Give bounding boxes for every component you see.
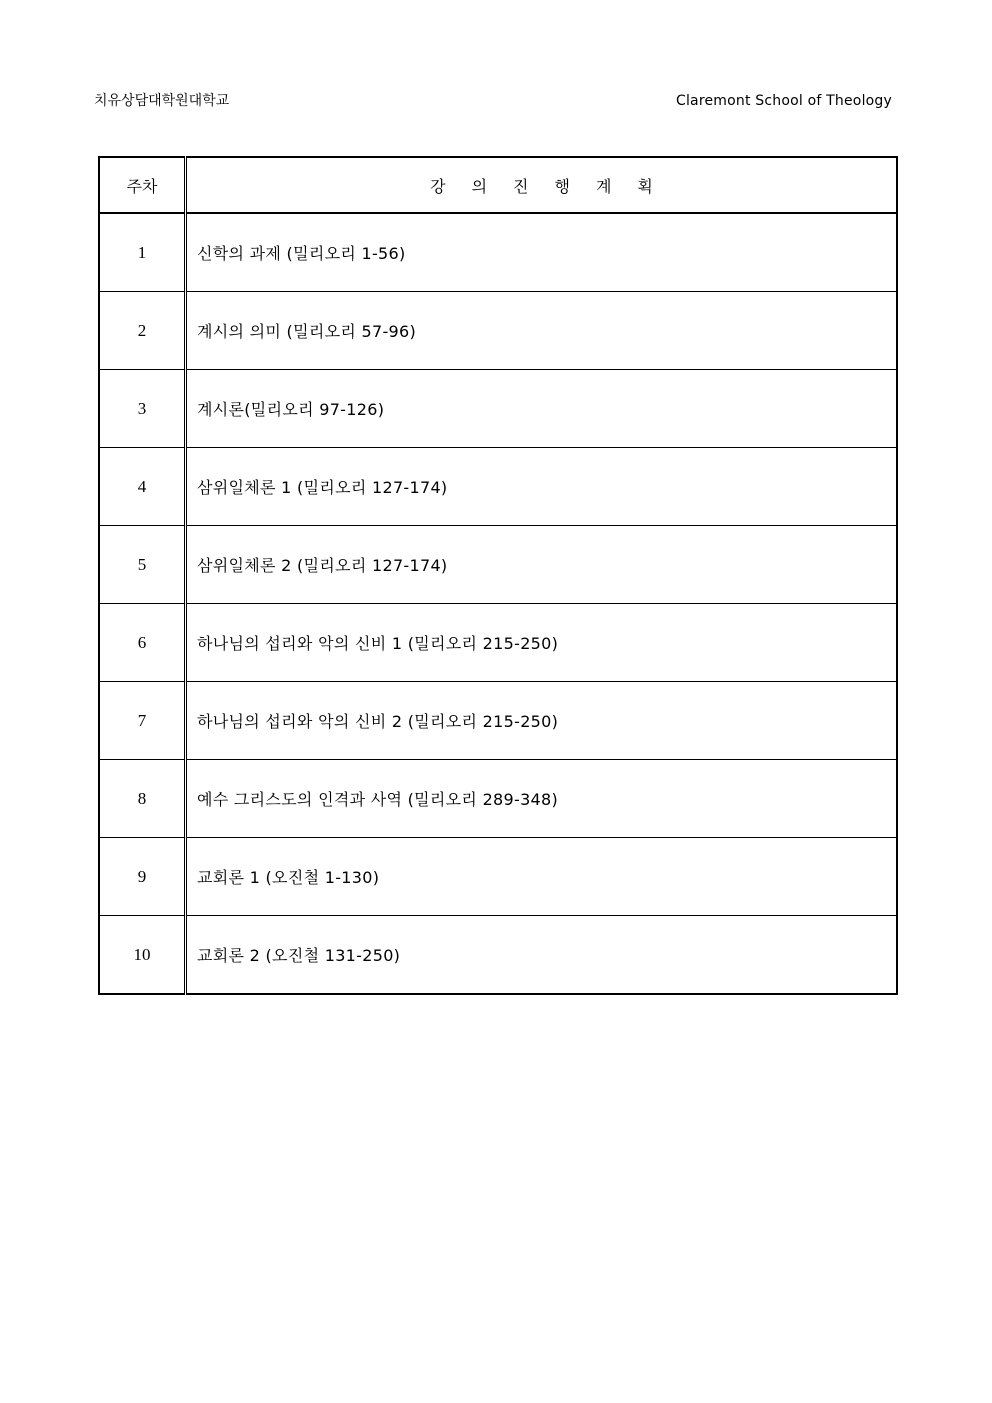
table-row: [99, 526, 897, 604]
table-row: [99, 838, 897, 916]
week-number: 1: [99, 213, 186, 292]
week-number: 8: [99, 760, 186, 838]
lecture-plan: 삼위일체론 1 (밀리오리 127-174): [186, 448, 898, 526]
lecture-plan: 신학의 과제 (밀리오리 1-56): [186, 213, 898, 292]
lecture-schedule-table: [98, 156, 898, 995]
lecture-plan: 교회론 1 (오진철 1-130): [186, 838, 898, 916]
header-school-name: 치유상담대학원대학교: [94, 93, 230, 109]
table-header: [99, 157, 897, 213]
week-number: 7: [99, 682, 186, 760]
header-partner-school: Claremont School of Theology: [675, 93, 892, 109]
table-header-row: [99, 157, 897, 213]
table-row: [99, 916, 897, 995]
table-row: [99, 448, 897, 526]
lecture-plan: 삼위일체론 2 (밀리오리 127-174): [186, 526, 898, 604]
lecture-plan: 교회론 2 (오진철 131-250): [186, 916, 898, 995]
lecture-plan: 계시론(밀리오리 97-126): [186, 370, 898, 448]
lecture-plan: 하나님의 섭리와 악의 신비 1 (밀리오리 215-250): [186, 604, 898, 682]
week-number: 9: [99, 838, 186, 916]
table-row: [99, 760, 897, 838]
week-number: 3: [99, 370, 186, 448]
column-header-week: 주차: [99, 157, 186, 213]
table-row: [99, 370, 897, 448]
table-row: [99, 682, 897, 760]
week-number: 4: [99, 448, 186, 526]
lecture-plan: 하나님의 섭리와 악의 신비 2 (밀리오리 215-250): [186, 682, 898, 760]
lecture-plan: 계시의 의미 (밀리오리 57-96): [186, 292, 898, 370]
week-number: 6: [99, 604, 186, 682]
table-row: [99, 292, 897, 370]
table-row: [99, 213, 897, 292]
week-number: 10: [99, 916, 186, 995]
week-number: 2: [99, 292, 186, 370]
table-row: [99, 604, 897, 682]
column-header-plan: 강의진행계획: [186, 157, 898, 213]
table-body: [99, 213, 897, 994]
lecture-plan: 예수 그리스도의 인격과 사역 (밀리오리 289-348): [186, 760, 898, 838]
week-number: 5: [99, 526, 186, 604]
